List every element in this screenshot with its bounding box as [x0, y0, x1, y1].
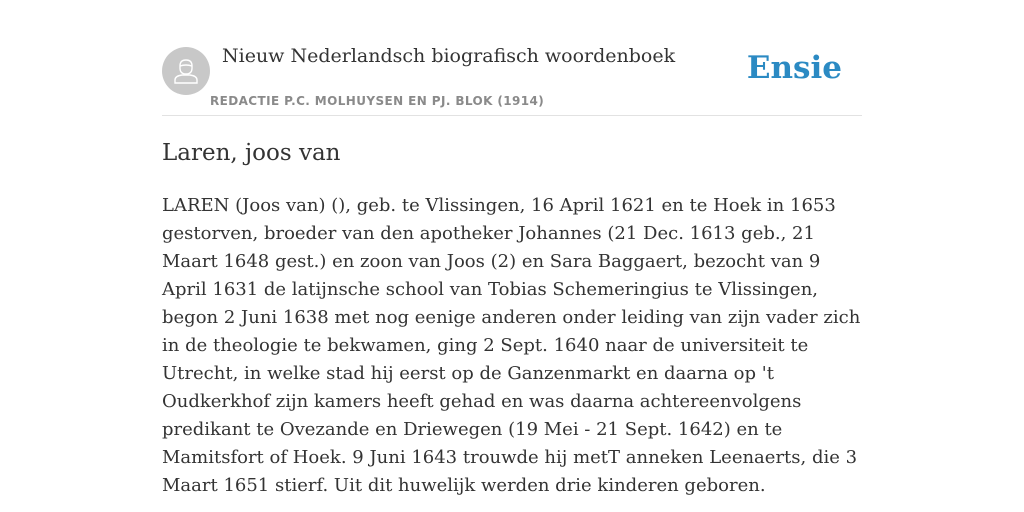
book-header — [162, 44, 862, 116]
book-editors: REDACTIE P.C. MOLHUYSEN EN PJ. BLOK (1914) — [210, 94, 545, 108]
entry-body: LAREN (Joos van) (), geb. te Vlissingen, 16 April 1621 en te Hoek in 1653 gestorven, broeder van den apotheker Johannes (21 Dec. 1613 geb., 21 Maart 1648 gest.) en zoon van Joos (2) en Sara Baggaert, bezocht van 9 April 1631 de latijnsche school van Tobias Schemeringius te Vlissingen, begon 2 Juni 1638 met nog eenige anderen onder leiding van zijn vader zich in de theologie te bekwamen, ging 2 Sept. 1640 naar de universiteit te Utrecht, in welke stad hij eerst op de Ganzenmarkt en daarna op 't Oudkerkhof zijn kamers heeft gehad en was daarna achtereenvolgens predikant te Ovezande en Driewegen (19 Mei - 21 Sept. 1642) en te Mamitsfort of Hoek. 9 Juni 1643 trouwde hij metT anneken Leenaerts, die 3 Maart 1651 stierf. Uit dit huwelijk werden drie kinderen geboren. — [162, 195, 861, 496]
avatar — [162, 47, 210, 95]
user-icon — [174, 58, 198, 84]
entry-title: Laren, joos van — [162, 140, 341, 166]
ensie-logo-link[interactable]: Ensie — [746, 50, 842, 86]
book-title[interactable]: Nieuw Nederlandsch biografisch woordenboek — [222, 45, 676, 67]
